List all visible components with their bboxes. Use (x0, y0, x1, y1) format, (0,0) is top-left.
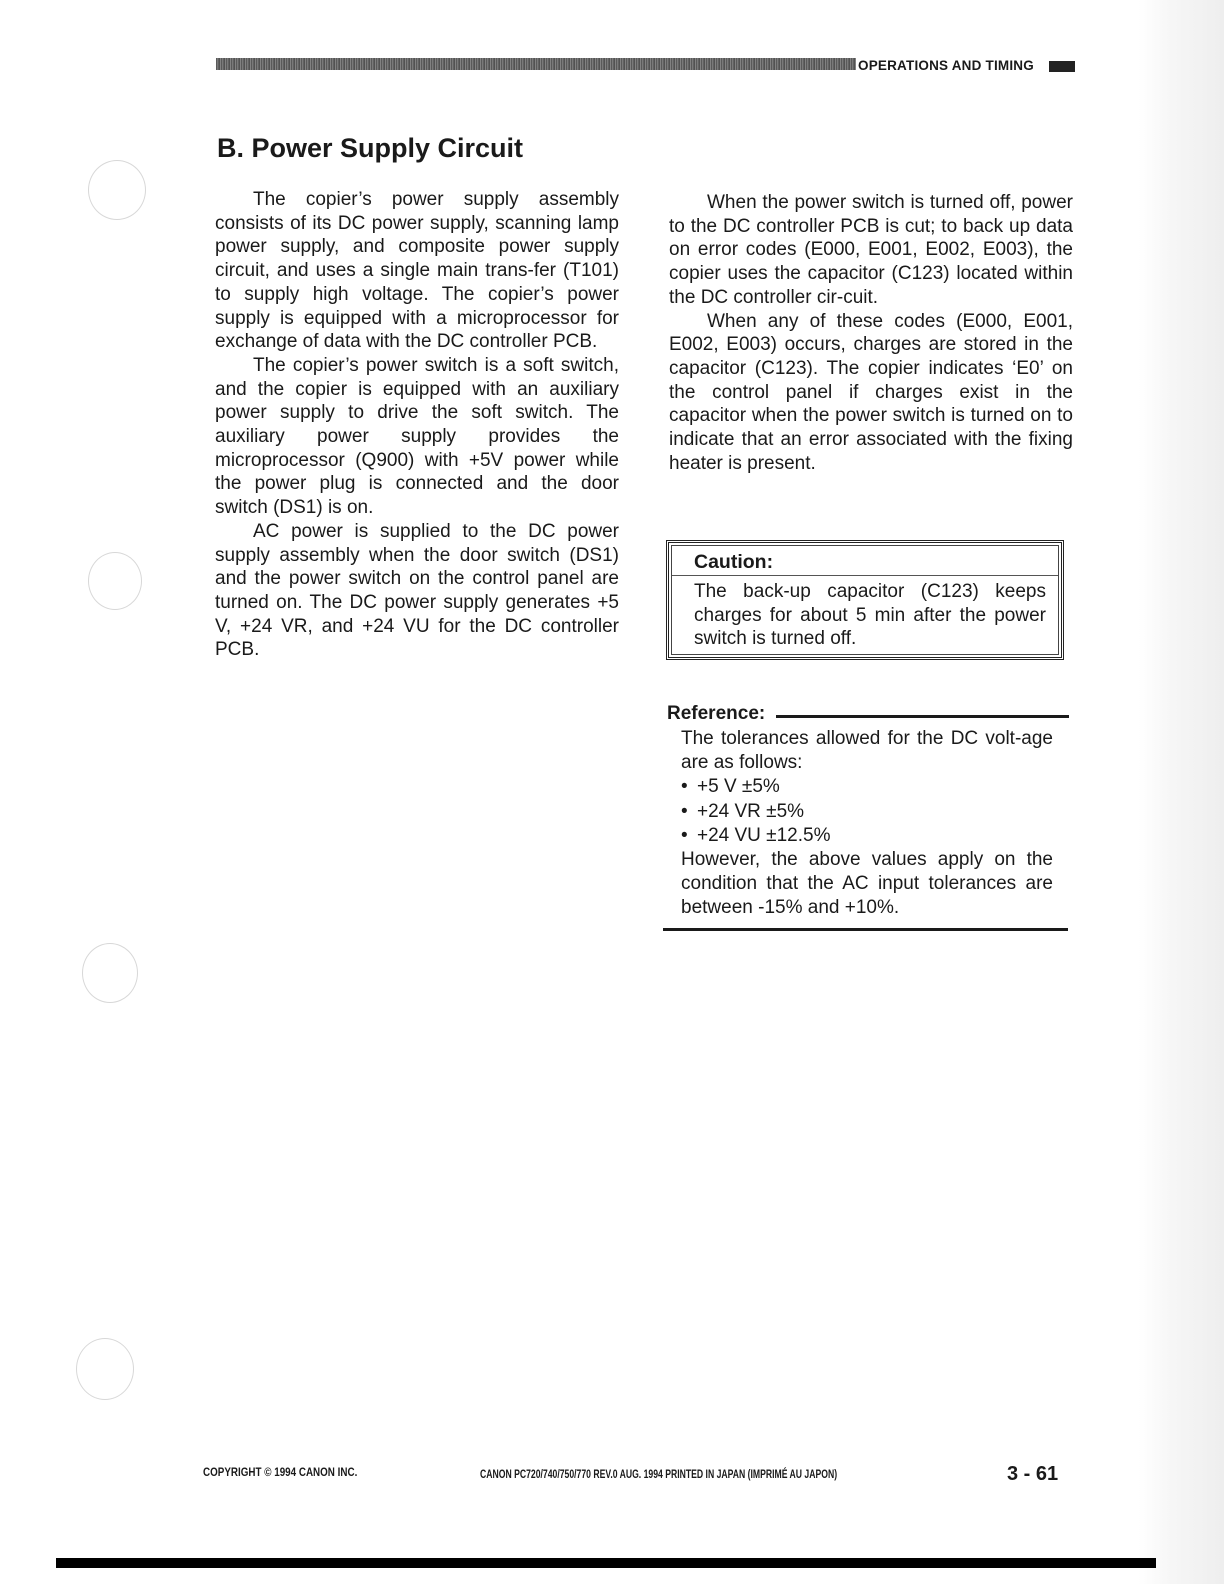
right-column (669, 191, 1073, 475)
list-item (681, 775, 1053, 799)
section-header: OPERATIONS AND TIMING (858, 58, 1034, 73)
tolerance-value: +24 VR ±5% (697, 800, 805, 822)
binder-hole (82, 943, 138, 1003)
paragraph: The copier’s power supply assembly consists of its DC power supply, scanning lamp power supply, and composite power supply circuit, and uses a single main trans-fer (T101) to supply high voltage. The copier’s power supply is equipped with a microprocessor for exchange of data with the DC controller PCB. (215, 189, 619, 353)
footer-copyright: COPYRIGHT © 1994 CANON INC. (203, 1465, 358, 1479)
binder-hole (88, 160, 146, 220)
paragraph: The copier’s power switch is a soft switch, and the copier is equipped with an auxiliary power supply to drive the soft switch. The auxiliary power supply provides the microprocessor (Q900) with +5V power while the power plug is connected and the door switch (DS1) is on. (215, 354, 619, 519)
reference-body (681, 727, 1053, 921)
reference-end-rule (663, 928, 1068, 931)
bullet-icon: • (681, 824, 688, 846)
paragraph: When the power switch is turned off, power to the DC controller PCB is cut; to back up data on error codes (E000, E001, E002, E003), the copier uses the capacitor (C123) located within the DC controller cir-cuit. (669, 192, 1073, 308)
reference-intro: The tolerances allowed for the DC volt-age are as follows: (681, 728, 1053, 774)
caution-title: Caution: (672, 546, 1058, 576)
footer-model-info: CANON PC720/740/750/770 REV.0 AUG. 1994 PRINTED IN JAPAN (IMPRIMÉ AU JAPON) (480, 1467, 838, 1481)
page-number: 3 - 61 (1007, 1463, 1059, 1485)
binder-hole (76, 1338, 134, 1400)
left-column (215, 188, 619, 662)
list-item (681, 800, 1053, 824)
paragraph: When any of these codes (E000, E001, E002, E003) occurs, charges are stored in the capacitor (C123). The copier indicates ‘E0’ on the control panel if charges exist in the capacitor when the power switch is turned on to indicate that an error associated with the fixing heater is present. (669, 310, 1073, 474)
caution-box (666, 540, 1064, 660)
bullet-icon: • (681, 776, 688, 798)
reference-label: Reference: (667, 703, 766, 724)
binder-hole (88, 552, 142, 610)
header-rule (216, 58, 856, 70)
reference-rule (776, 715, 1069, 718)
header-block (1049, 61, 1075, 72)
list-item (681, 824, 1053, 848)
scan-edge-shadow (1138, 0, 1224, 1584)
tolerance-value: +24 VU ±12.5% (697, 824, 831, 846)
tolerance-list (681, 775, 1053, 848)
bullet-icon: • (681, 800, 688, 822)
bottom-scan-bar (56, 1558, 1156, 1568)
caution-inner (671, 545, 1059, 655)
paragraph: AC power is supplied to the DC power supply assembly when the door switch (DS1) and the power switch on the control panel are turned on. The DC power supply generates +5 V, +24 VR, and +24 VU for the DC controller PCB. (215, 520, 619, 661)
page-title: B. Power Supply Circuit (217, 133, 524, 163)
tolerance-value: +5 V ±5% (697, 776, 780, 798)
reference-note: However, the above values apply on the condition that the AC input tolerances are between -15% and +10%. (681, 849, 1053, 919)
caution-text: The back-up capacitor (C123) keeps charges for about 5 min after the power switch is turned off. (694, 581, 1046, 649)
